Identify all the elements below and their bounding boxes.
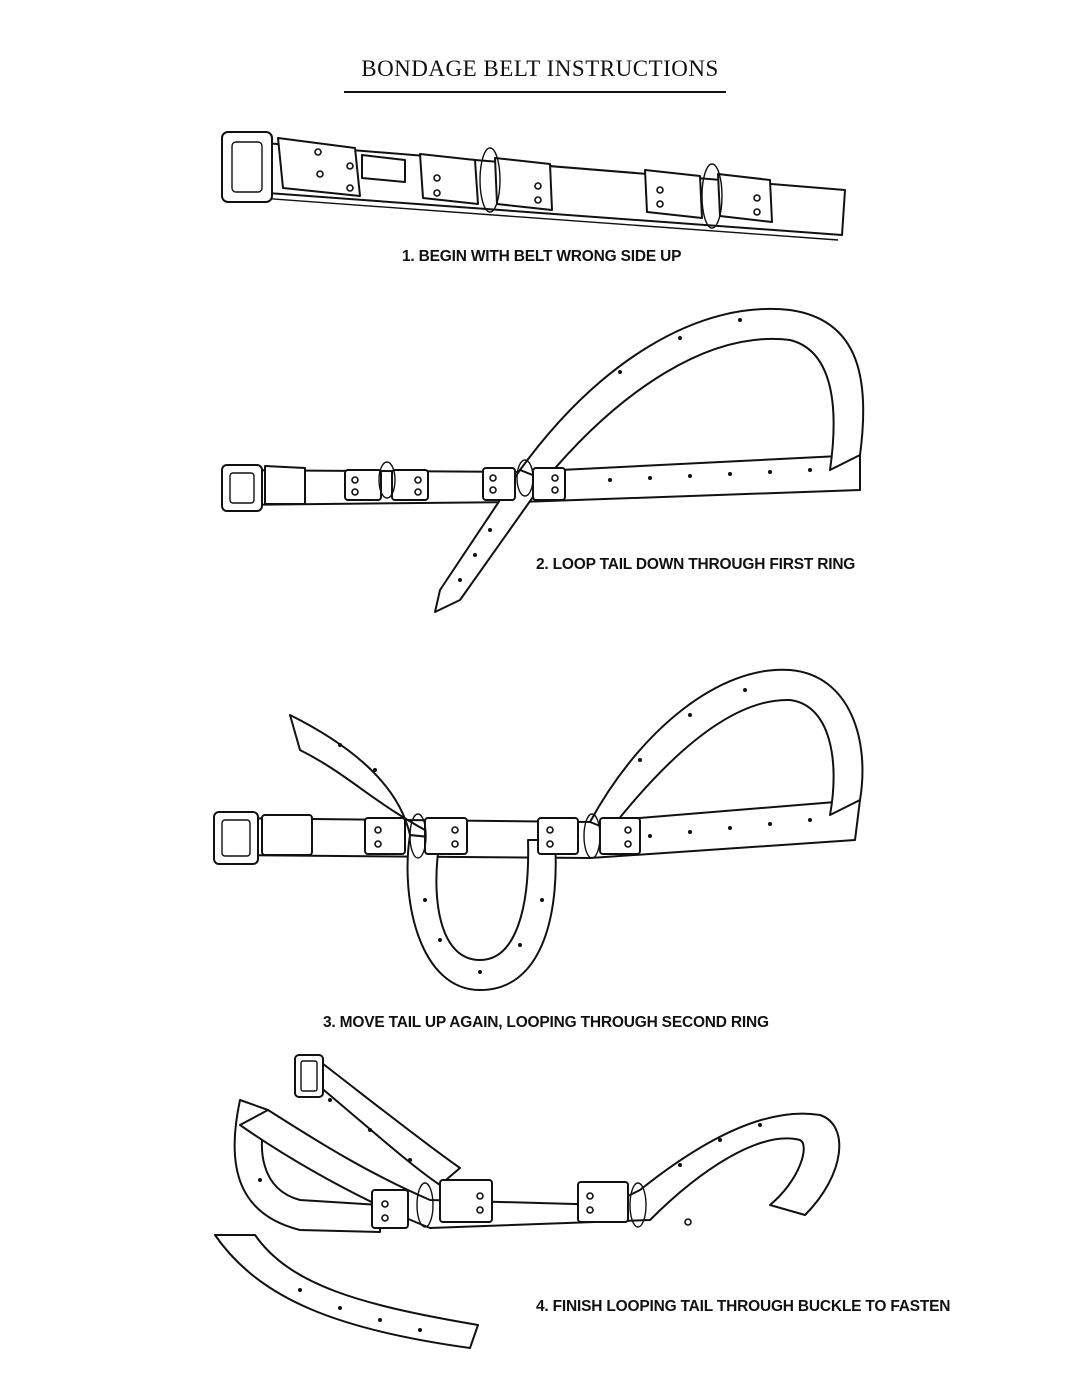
belt-tail-underside xyxy=(215,1235,478,1348)
page-title: BONDAGE BELT INSTRUCTIONS xyxy=(361,56,719,81)
step-2-caption: 2. LOOP TAIL DOWN THROUGH FIRST RING xyxy=(536,556,856,573)
step-3-caption: 3. MOVE TAIL UP AGAIN, LOOPING THROUGH SECOND RING xyxy=(323,1014,769,1031)
step-1-caption: 1. BEGIN WITH BELT WRONG SIDE UP xyxy=(402,248,682,265)
step-4-caption: 4. FINISH LOOPING TAIL THROUGH BUCKLE TO FASTEN xyxy=(536,1298,951,1315)
ring-plate xyxy=(440,1180,492,1222)
ring-plate xyxy=(578,1182,628,1222)
ring-plate xyxy=(372,1190,408,1228)
